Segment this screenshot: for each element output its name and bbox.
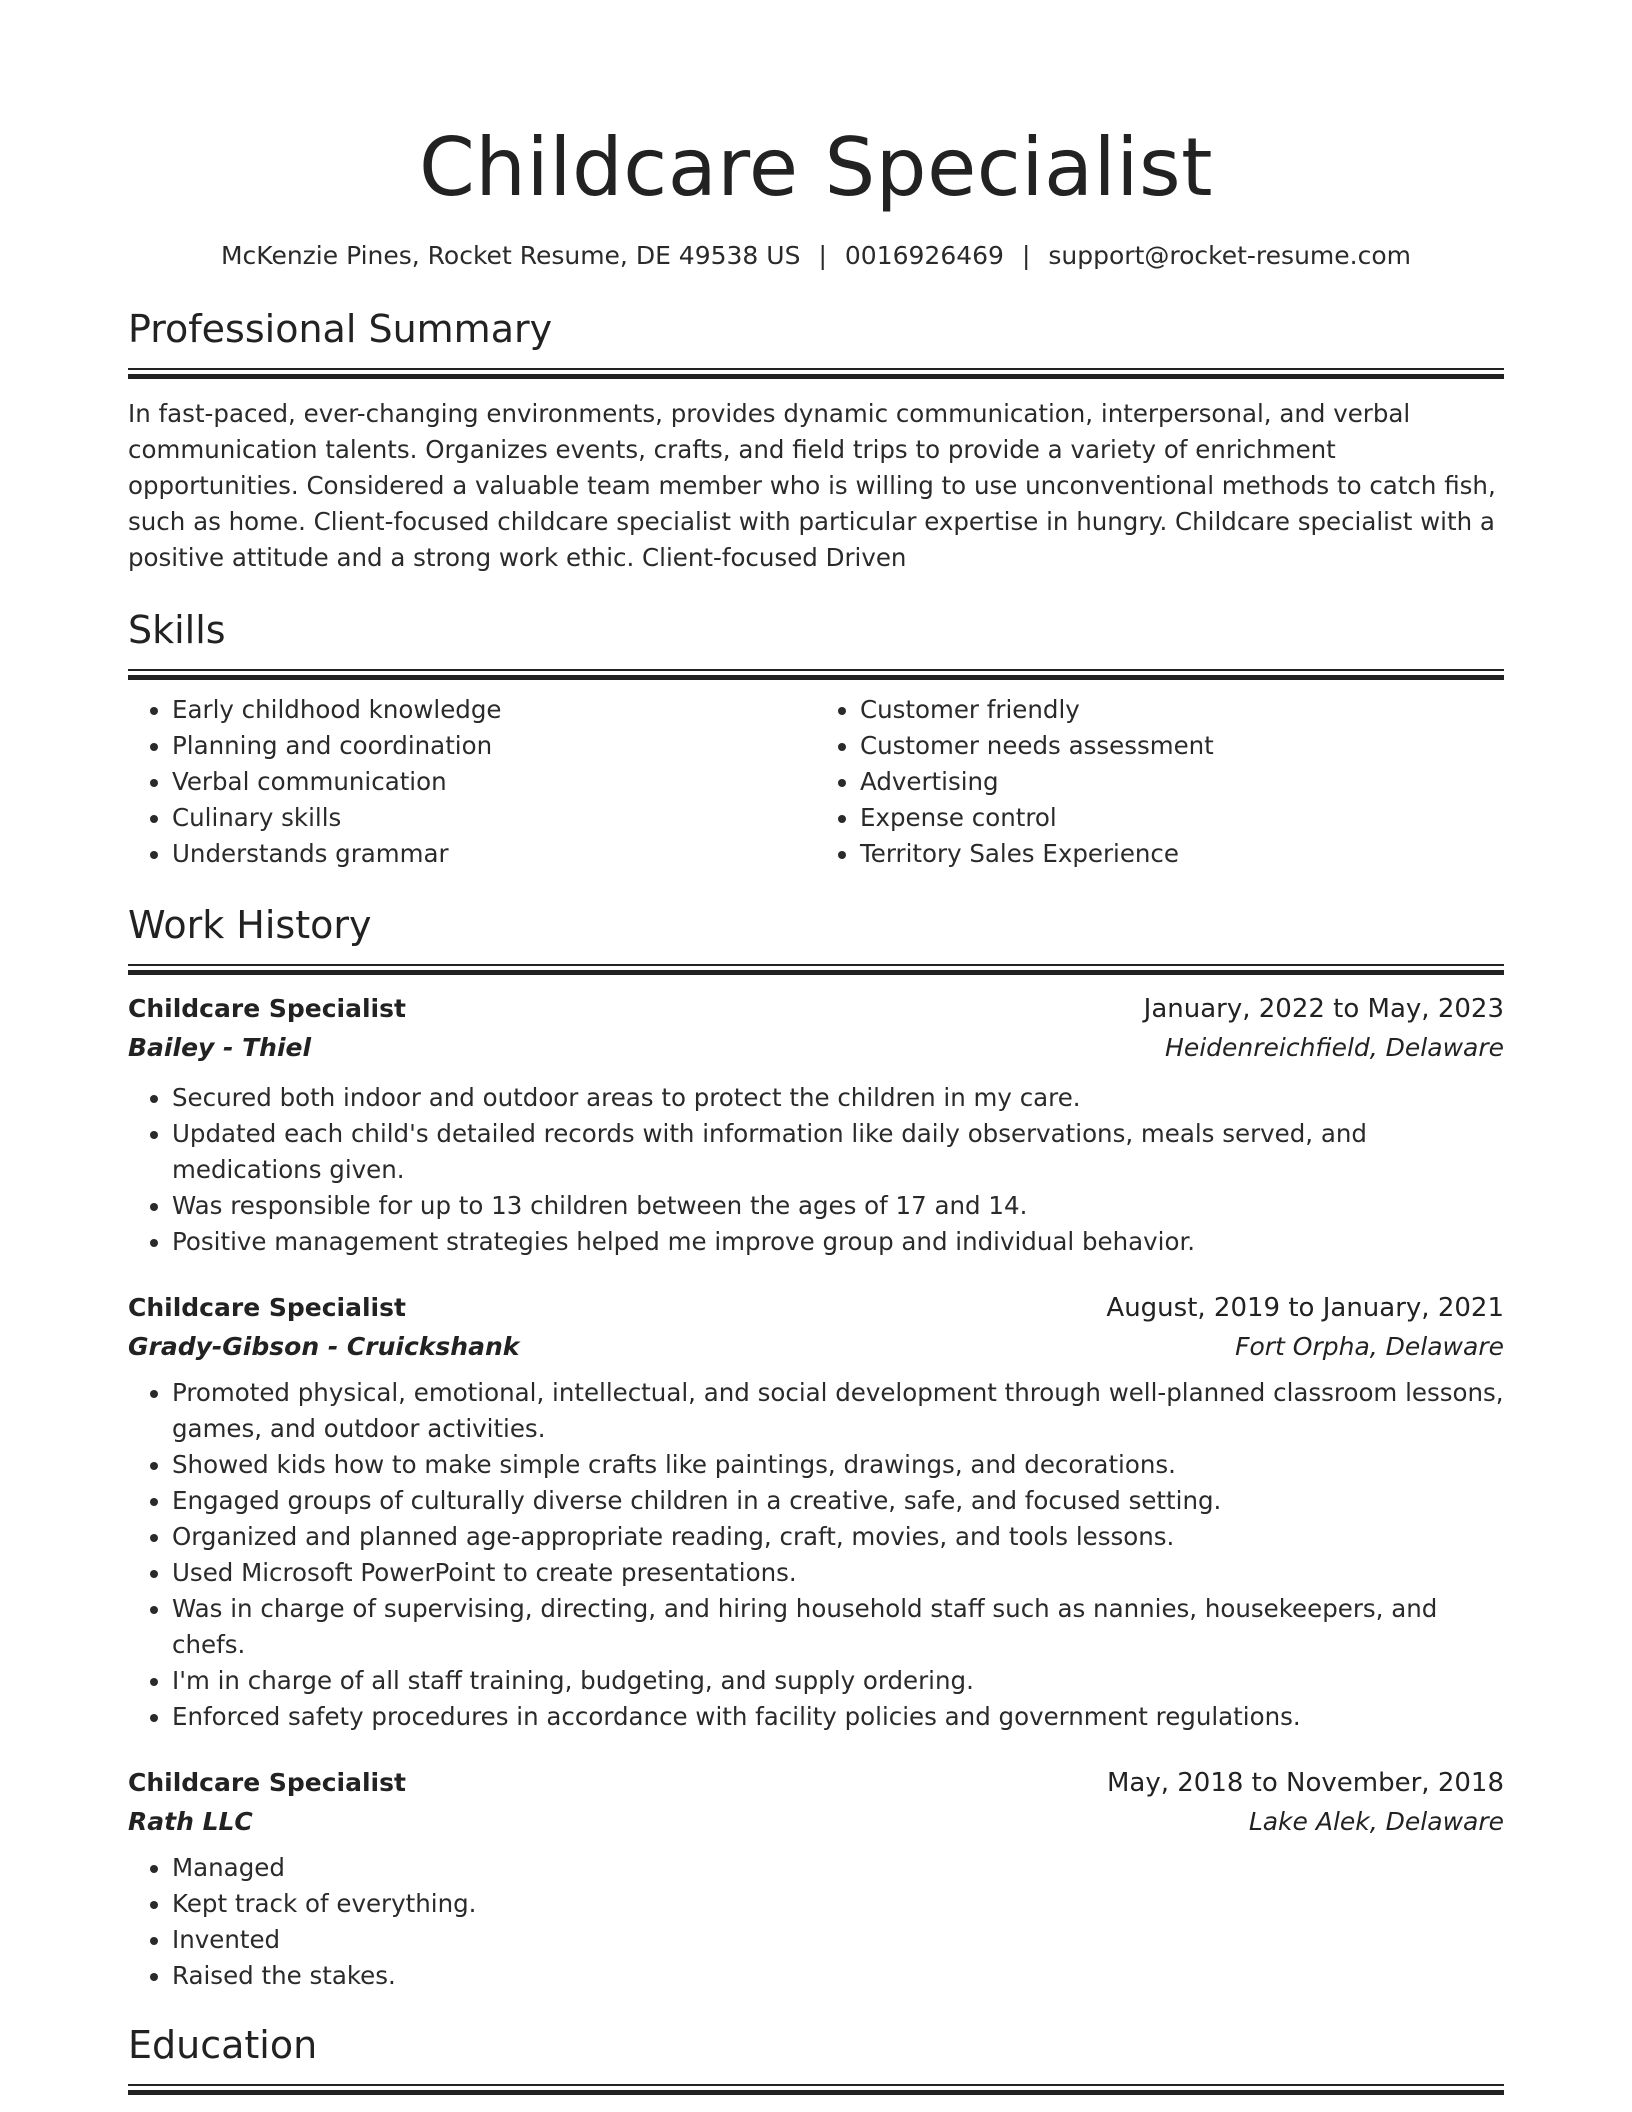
job-bullet: • Managed — [172, 1850, 1504, 1886]
job-bullet: • Enforced safety procedures in accordance with facility policies and government regulations. — [172, 1699, 1504, 1735]
job-bullet: • Kept track of everything. — [172, 1886, 1504, 1922]
skills-list-left — [128, 692, 816, 872]
job-entry — [128, 991, 1504, 1260]
education-heading: Education — [128, 2023, 318, 2067]
job-bullet: • I'm in charge of all staff training, budgeting, and supply ordering. — [172, 1663, 1504, 1699]
contact-line — [128, 240, 1504, 272]
job-bullet: • Secured both indoor and outdoor areas to protect the children in my care. — [172, 1080, 1504, 1116]
job-title: Childcare Specialist — [128, 1293, 406, 1322]
job-bullet: • Was responsible for up to 13 children between the ages of 17 and 14. — [172, 1188, 1504, 1224]
summary-text: In fast-paced, ever-changing environments, provides dynamic communication, interpersonal, and verbal communication talents. Organizes events, crafts, and field trips to provide a variety of enrichment opportunities. Considered a valuable team member who is willing to use unconventional methods to catch fish, such as home. Client-focused childcare specialist with particular expertise in hungry. Childcare specialist with a positive attitude and a strong work ethic. Client-focused Driven — [128, 399, 1496, 572]
resume-title: Childcare Specialist — [418, 121, 1214, 214]
job-bullet: • Showed kids how to make simple crafts like paintings, drawings, and decorations. — [172, 1447, 1504, 1483]
job-subheader — [128, 1030, 1504, 1066]
job-company: Grady-Gibson - Cruickshank — [128, 1332, 520, 1361]
job-bullet: • Raised the stakes. — [172, 1958, 1504, 1994]
work-history-heading: Work History — [128, 903, 372, 947]
job-entry — [128, 1765, 1504, 1994]
contact-address: McKenzie Pines, Rocket Resume, DE 49538 US — [220, 241, 801, 270]
skill-item: • Territory Sales Experience — [860, 836, 1504, 872]
job-bullets — [128, 1375, 1504, 1735]
section-divider — [128, 669, 1504, 680]
job-subheader — [128, 1804, 1504, 1840]
job-location: Heidenreichfield, Delaware — [1165, 1033, 1504, 1062]
skills-list-right — [816, 692, 1504, 872]
job-header — [128, 991, 1504, 1027]
skill-item: • Understands grammar — [172, 836, 816, 872]
education-section — [128, 2022, 1504, 2095]
contact-separator: | — [1021, 241, 1031, 270]
job-bullet: • Organized and planned age-appropriate reading, craft, movies, and tools lessons. — [172, 1519, 1504, 1555]
summary-heading: Professional Summary — [128, 307, 553, 351]
job-bullet: • Positive management strategies helped me improve group and individual behavior. — [172, 1224, 1504, 1260]
skills-heading: Skills — [128, 608, 226, 652]
job-entry — [128, 1290, 1504, 1735]
skills-section — [128, 607, 1504, 872]
contact-phone: 0016926469 — [844, 241, 1004, 270]
job-dates: August, 2019 to January, 2021 — [1106, 1293, 1504, 1323]
job-title: Childcare Specialist — [128, 1768, 406, 1797]
job-bullet: • Used Microsoft PowerPoint to create presentations. — [172, 1555, 1504, 1591]
job-bullet: • Promoted physical, emotional, intellectual, and social development through well-planned classroom lessons, games, and outdoor activities. — [172, 1375, 1504, 1447]
skill-item: • Advertising — [860, 764, 1504, 800]
skill-item: • Expense control — [860, 800, 1504, 836]
skill-item: • Customer friendly — [860, 692, 1504, 728]
job-location: Lake Alek, Delaware — [1248, 1807, 1504, 1836]
job-header — [128, 1290, 1504, 1326]
skill-item: • Verbal communication — [172, 764, 816, 800]
work-history-section — [128, 902, 1504, 1994]
job-dates: May, 2018 to November, 2018 — [1106, 1768, 1504, 1798]
skill-item: • Early childhood knowledge — [172, 692, 816, 728]
job-bullet: • Was in charge of supervising, directing, and hiring household staff such as nannies, housekeepers, and chefs. — [172, 1591, 1504, 1663]
job-header — [128, 1765, 1504, 1801]
job-company: Bailey - Thiel — [128, 1033, 312, 1062]
contact-separator: | — [818, 241, 827, 270]
skills-grid — [128, 692, 1504, 872]
job-company: Rath LLC — [128, 1807, 253, 1836]
job-bullets — [128, 1080, 1504, 1260]
job-bullet: • Engaged groups of culturally diverse children in a creative, safe, and focused setting. — [172, 1483, 1504, 1519]
job-subheader — [128, 1329, 1504, 1365]
job-location: Fort Orpha, Delaware — [1235, 1332, 1504, 1361]
job-bullets — [128, 1850, 1504, 1994]
job-bullet: • Updated each child's detailed records with information like daily observations, meals served, and medications given. — [172, 1116, 1504, 1188]
job-title: Childcare Specialist — [128, 994, 406, 1023]
skill-item: • Customer needs assessment — [860, 728, 1504, 764]
job-dates: January, 2022 to May, 2023 — [1143, 994, 1504, 1024]
section-divider — [128, 964, 1504, 975]
skill-item: • Planning and coordination — [172, 728, 816, 764]
contact-email: support@rocket-resume.com — [1048, 241, 1411, 270]
skill-item: • Culinary skills — [172, 800, 816, 836]
section-divider — [128, 2084, 1504, 2095]
summary-section — [128, 306, 1504, 576]
section-divider — [128, 368, 1504, 379]
job-bullet: • Invented — [172, 1922, 1504, 1958]
